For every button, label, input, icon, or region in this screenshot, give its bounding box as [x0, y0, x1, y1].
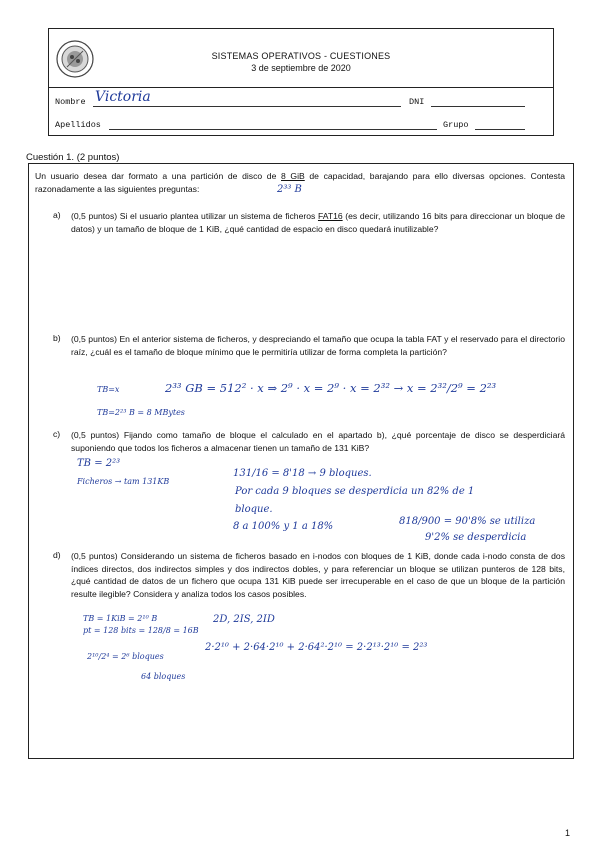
question-title: Cuestión 1. (2 puntos): [26, 152, 120, 163]
part-b-text: (0,5 puntos) En el anterior sistema de ficheros, y despreciando el tamaño que ocupa la tabla FAT y el reservado para el directorio raíz, ¿cuál es el tamaño de bloque mínimo que le permitiría utilizar de forma completa la partición?: [71, 334, 565, 357]
part-b-label: b): [53, 333, 61, 343]
header-box: [48, 28, 554, 136]
part-a-label: a): [53, 210, 61, 220]
nombre-line[interactable]: [93, 106, 401, 107]
part-c-hw-tb: TB = 2²³: [77, 458, 121, 469]
header-divider: [49, 87, 553, 88]
part-d-hw-pointer: pt = 128 bits = 128/8 = 16B: [83, 626, 199, 635]
apellidos-line[interactable]: [109, 129, 437, 130]
exam-title: SISTEMAS OPERATIVOS - CUESTIONES: [211, 51, 391, 61]
part-c-hw-line3: bloque.: [235, 504, 273, 515]
part-a-text: (0,5 puntos) Si el usuario plantea utilizar un sistema de ficheros FAT16 (es decir, utilizando 16 bits para direccionar un bloque de datos) y un tamaño de bloque de 1 KiB, ¿qué cantidad de espacio en disco quedará inutilizable?: [71, 211, 565, 234]
part-d-hw-blocks: 64 bloques: [141, 672, 186, 681]
part-b-hw-result: TB=2²³ B = 8 MBytes: [97, 408, 185, 417]
question-intro: Un usuario desea dar formato a una partición de disco de 8 GiB de capacidad, barajando para ello diversas opciones. Contesta razonadamente a las siguientes preguntas:: [35, 171, 566, 194]
grupo-label: Grupo: [443, 120, 469, 130]
partition-size: 8 GiB: [281, 171, 305, 181]
part-d-hw-sum: 2·2¹⁰ + 2·64·2¹⁰ + 2·64²·2¹⁰ = 2·2¹³·2¹⁰ = 2²³: [205, 642, 428, 653]
part-c-hw-line2: Por cada 9 bloques se desperdicia un 82% de 1: [235, 486, 475, 497]
part-d-hw-inode: 2D, 2IS, 2ID: [213, 614, 275, 625]
part-b-hw-equation: 2³³ GB = 512² · x ⇒ 2⁹ · x = 2⁹ · x = 2³² → x = 2³²/2⁹ = 2²³: [165, 381, 497, 395]
dni-line[interactable]: [431, 106, 525, 107]
apellidos-label: Apellidos: [55, 120, 101, 130]
part-c-hw-line5: 818/900 = 90'8% se utiliza: [399, 516, 536, 527]
part-c-label: c): [53, 429, 61, 439]
part-c-hw-line4: 8 a 100% y 1 a 18%: [233, 521, 334, 532]
dni-label: DNI: [409, 97, 425, 107]
part-c-hw-files: Ficheros → tam 131KB: [77, 477, 170, 486]
part-c-hw-line6: 9'2% se desperdicia: [425, 532, 527, 543]
nombre-label: Nombre: [55, 97, 86, 107]
part-d-hw-tb: TB = 1KiB = 2¹⁰ B: [83, 614, 158, 623]
exam-date: 3 de septiembre de 2020: [251, 63, 351, 73]
part-d-hw-ratio: 2¹⁰/2⁴ = 2⁶ bloques: [87, 652, 164, 661]
nombre-value: Victoria: [95, 89, 151, 105]
part-c-text: (0,5 puntos) Fijando como tamaño de bloque el calculado en el apartado b), ¿qué porcentaje de disco se desperdiciará suponiendo que todos los ficheros a almacenar tienen un tamaño de 131 KiB?: [71, 430, 565, 453]
part-c-hw-line1: 131/16 = 8'18 → 9 bloques.: [233, 468, 372, 479]
part-d-label: d): [53, 550, 61, 560]
fat16-term: FAT16: [317, 211, 343, 221]
intro-note: 2³³ B: [277, 184, 302, 195]
part-b-hw-tb: TB=x: [97, 385, 120, 394]
question-box: [28, 163, 574, 759]
page-number: 1: [565, 828, 571, 838]
grupo-line[interactable]: [475, 129, 525, 130]
part-d-text: (0,5 puntos) Considerando un sistema de ficheros basado en i-nodos con bloques de 1 KiB, donde cada i-nodo consta de dos índices directos, dos indirectos simples y dos indirectos dobles, y para referenciar un bloque se utilizan punteros de 128 bits, ¿qué cantidad de datos de un fichero que ocupa 131 KiB puede ser irrecuperable en el caso de que un bloque de la partición resulte ilegible? Considera y analiza todos los casos posibles.: [71, 551, 565, 599]
